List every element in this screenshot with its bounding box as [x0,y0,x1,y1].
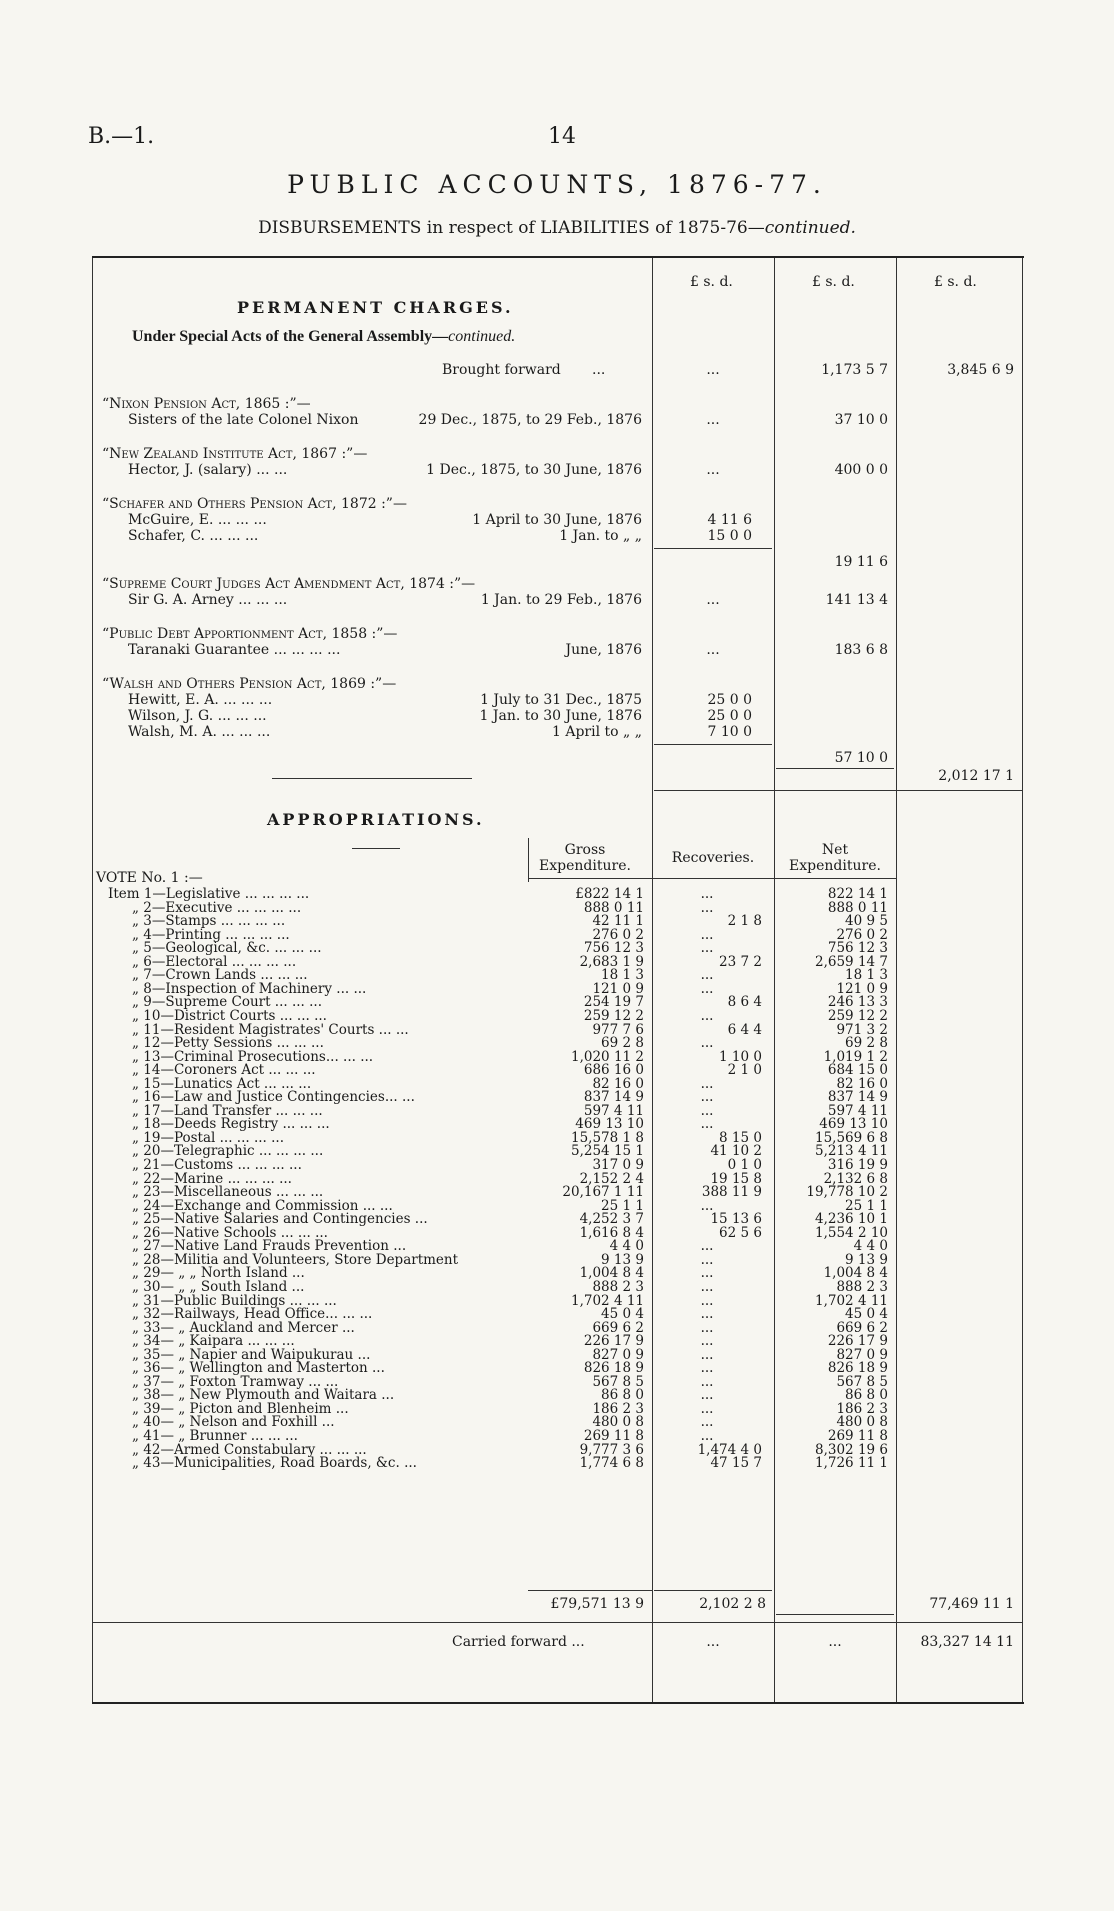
entry-period: 1 Dec., 1875, to 30 June, 1876 [426,462,642,478]
item-label: „ 35— „ Napier and Waipukurau ... [132,1346,371,1363]
item-label: „ 38— „ New Plymouth and Waitara ... [132,1387,395,1404]
recoveries: ... [700,899,714,916]
recoveries: ... [700,1306,714,1323]
entry-name: Schafer, C. ... ... ... [128,528,259,544]
recoveries: ... [700,1075,714,1092]
gross-expenditure: 9,777 3 6 [579,1441,644,1458]
recoveries: ... [700,1035,714,1052]
permanent-subheading-italic: continued. [448,328,516,345]
recoveries: 41 10 2 [710,1143,762,1160]
recoveries: 6 4 4 [727,1021,762,1038]
net-expenditure: 9 13 9 [845,1251,888,1268]
item-label: Item 1—Legislative ... ... ... ... [108,886,310,902]
net-expenditure: 597 4 11 [827,1102,888,1119]
gross-expenditure: 69 2 8 [601,1035,644,1052]
gross-col-rule [528,838,529,882]
gross-expenditure: 756 12 3 [583,940,644,957]
net-expenditure: 69 2 8 [845,1035,888,1052]
subtitle-main: DISBURSEMENTS in respect of LIABILITIES of 1875-76— [258,218,765,238]
item-label: „ 12—Petty Sessions ... ... ... [132,1035,324,1052]
vote-label: VOTE No. 1 :— [96,870,203,886]
entry-col2: 400 0 0 [834,462,888,478]
item-label: „ 22—Marine ... ... ... ... [132,1170,292,1187]
act-title: “Nixon Pension Act, 1865 :”— [102,396,311,412]
net-expenditure: 40 9 5 [845,913,888,930]
item-label: „ 5—Geological, &c. ... ... ... [132,940,322,957]
entry-col1: 25 0 0 [707,692,752,708]
item-label: „ 10—District Courts ... ... ... [132,1007,327,1024]
net-expenditure: 15,569 6 8 [815,1129,888,1146]
recoveries: 47 15 7 [710,1455,762,1472]
recoveries: 0 1 0 [727,1157,762,1173]
net-header-1: Net [821,842,849,858]
gross-expenditure: 226 17 9 [583,1333,644,1350]
gross-expenditure: £822 14 1 [575,886,644,902]
entry-col1: 7 10 0 [707,724,752,740]
recoveries: 19 15 8 [710,1170,762,1187]
recoveries: 1,474 4 0 [697,1441,762,1458]
recoveries: 388 11 9 [701,1184,762,1201]
item-label: „ 7—Crown Lands ... ... ... [132,967,308,984]
net-expenditure: 827 0 9 [836,1346,888,1363]
net-expenditure: 1,554 2 10 [815,1224,888,1241]
net-expenditure: 276 0 2 [836,926,888,943]
recoveries: ... [700,1387,714,1404]
entry-col1: ... [706,412,720,428]
gross-expenditure: 2,152 2 4 [579,1170,644,1187]
gross-expenditure: 2,683 1 9 [579,953,644,970]
net-expenditure: 2,132 6 8 [823,1170,888,1187]
recoveries: ... [700,1007,714,1024]
recoveries: 1 10 0 [719,1048,762,1065]
gross-expenditure: 669 6 2 [592,1319,644,1336]
recoveries: 2 1 0 [727,1062,762,1079]
net-expenditure: 1,726 11 1 [815,1455,888,1472]
gross-expenditure: 977 7 6 [592,1021,644,1038]
net-header-2: Expenditure. [789,858,881,874]
entry-col1: 15 0 0 [707,528,752,544]
item-label: „ 8—Inspection of Machinery ... ... [132,980,367,997]
recoveries: ... [700,940,714,957]
item-label: „ 32—Railways, Head Office... ... ... [132,1306,373,1323]
item-label: „ 3—Stamps ... ... ... ... [132,913,286,930]
entry-col2: 183 6 8 [834,642,888,658]
net-expenditure: 19,778 10 2 [806,1184,888,1201]
carried-forward-label: Carried forward ... [452,1634,585,1650]
net-expenditure: 86 8 0 [845,1387,888,1404]
entry-col1: 25 0 0 [707,708,752,724]
item-label: „ 28—Militia and Volunteers, Store Department [132,1251,459,1268]
item-label: „ 25—Native Salaries and Contingencies ... [132,1211,428,1228]
subtotal-rule [654,744,772,745]
gross-expenditure: 254 19 7 [583,994,644,1011]
item-label: „ 2—Executive ... ... ... ... [132,899,302,916]
recoveries: ... [700,1102,714,1119]
item-label: „ 29— „ „ North Island ... [132,1265,305,1282]
entry-col2: 141 13 4 [825,592,888,608]
gross-expenditure: 888 0 11 [583,899,644,916]
recoveries: ... [700,1197,714,1214]
recoveries: ... [700,1265,714,1282]
net-expenditure: 45 0 4 [845,1306,888,1323]
carried-forward-col2: ... [828,1634,842,1650]
net-expenditure: 684 15 0 [827,1062,888,1079]
item-label: „ 20—Telegraphic ... ... ... ... [132,1143,324,1160]
net-expenditure: 1,019 1 2 [823,1048,888,1065]
recoveries: 8 15 0 [719,1129,762,1146]
rule-left [92,258,93,1702]
recoveries: 2 1 8 [727,913,762,930]
gross-expenditure: 888 2 3 [592,1278,644,1295]
act-title: “Schafer and Others Pension Act, 1872 :”— [102,496,407,512]
item-label: „ 26—Native Schools ... ... ... [132,1224,328,1241]
item-label: „ 24—Exchange and Commission ... ... [132,1197,393,1214]
entry-col1: ... [706,642,720,658]
gross-expenditure: 1,004 8 4 [579,1265,644,1282]
net-expenditure: 837 14 9 [827,1089,888,1106]
net-expenditure: 8,302 19 6 [815,1441,888,1458]
gross-expenditure: 1,774 6 8 [579,1455,644,1472]
section-divider [272,778,472,779]
net-expenditure: 316 19 9 [827,1157,888,1173]
item-label: „ 4—Printing ... ... ... ... [132,926,290,943]
recoveries: 62 5 6 [719,1224,762,1241]
gross-expenditure: 259 12 2 [583,1007,644,1024]
recoveries: ... [700,926,714,943]
unit-header-col2: £ s. d. [812,274,855,290]
gross-total: £79,571 13 9 [550,1596,644,1612]
net-expenditure: 5,213 4 11 [815,1143,888,1160]
carried-forward-col1: ... [706,1634,720,1650]
gross-expenditure: 18 1 3 [601,967,644,984]
item-label: „ 37— „ Foxton Tramway ... ... [132,1373,339,1390]
net-expenditure: 469 13 10 [819,1116,888,1133]
entry-name: Sisters of the late Colonel Nixon [128,412,359,428]
total-rule-net [776,1614,894,1615]
gross-expenditure: 25 1 1 [601,1197,644,1214]
unit-header-col3: £ s. d. [934,274,977,290]
net-expenditure: 1,702 4 11 [815,1292,888,1309]
unit-header-col1: £ s. d. [690,274,733,290]
item-label: „ 41— „ Brunner ... ... ... [132,1428,298,1444]
accounts-table [92,256,1024,1704]
subtotal-rule [654,548,772,549]
net-expenditure: 826 18 9 [827,1360,888,1377]
item-label: „ 31—Public Buildings ... ... ... [132,1292,337,1309]
permanent-heading: PERMANENT CHARGES. [237,298,514,317]
rule-col3 [896,258,897,1702]
gross-expenditure: 4 4 0 [609,1238,644,1255]
recoveries: 15 13 6 [710,1211,762,1228]
gross-header-1: Gross [564,842,606,858]
net-expenditure: 888 0 11 [827,899,888,916]
brought-forward-col3: 3,845 6 9 [947,362,1014,378]
entry-col1: ... [706,462,720,478]
item-label: „ 23—Miscellaneous ... ... ... [132,1184,324,1201]
recoveries: ... [700,1089,714,1106]
recoveries: ... [700,1278,714,1295]
recoveries: ... [700,1400,714,1417]
short-dash [352,848,400,849]
carried-forward-col3: 83,327 14 11 [920,1634,1014,1650]
gross-expenditure: 15,578 1 8 [571,1129,644,1146]
recoveries: ... [700,967,714,984]
gross-expenditure: 597 4 11 [583,1102,644,1119]
net-expenditure: 2,659 14 7 [815,953,888,970]
net-expenditure: 82 16 0 [836,1075,888,1092]
net-expenditure: 246 13 3 [827,994,888,1011]
col2-rule [776,768,894,769]
net-expenditure: 669 6 2 [836,1319,888,1336]
brought-forward-label: Brought forward [442,362,561,378]
recoveries: ... [700,1238,714,1255]
recoveries: 8 6 4 [727,994,762,1011]
net-expenditure: 480 0 8 [836,1414,888,1431]
net-expenditure: 269 11 8 [827,1428,888,1444]
item-label: „ 9—Supreme Court ... ... ... [132,994,323,1011]
gross-expenditure: 837 14 9 [583,1089,644,1106]
gross-expenditure: 1,616 8 4 [579,1224,644,1241]
item-label: „ 13—Criminal Prosecutions... ... ... [132,1048,374,1065]
brought-forward-col2: 1,173 5 7 [821,362,888,378]
recoveries: ... [700,886,714,902]
gross-expenditure: 826 18 9 [583,1360,644,1377]
entry-col1: 4 11 6 [707,512,752,528]
permanent-subheading [132,328,515,346]
item-label: „ 27—Native Land Frauds Prevention ... [132,1238,407,1255]
item-label: „ 6—Electoral ... ... ... ... [132,953,297,970]
entry-period: 1 April to 30 June, 1876 [472,512,642,528]
entry-period: 1 Jan. to 30 June, 1876 [479,708,642,724]
recoveries: ... [700,1360,714,1377]
net-expenditure: 4 4 0 [853,1238,888,1255]
page-title: PUBLIC ACCOUNTS, 1876-77. [287,170,827,199]
item-label: „ 39— „ Picton and Blenheim ... [132,1400,349,1417]
net-expenditure: 756 12 3 [827,940,888,957]
totals-rule [92,1622,1022,1623]
act-title: “Walsh and Others Pension Act, 1869 :”— [102,676,397,692]
net-expenditure: 822 14 1 [827,886,888,902]
section-rule [654,790,1022,791]
entry-period: 1 July to 31 Dec., 1875 [480,692,642,708]
gross-expenditure: 42 11 1 [592,913,644,930]
entry-name: Hewitt, E. A. ... ... ... [128,692,273,708]
permanent-subheading-text: Under Special Acts of the General Assembly— [132,328,449,345]
gross-expenditure: 121 0 9 [592,980,644,997]
gross-expenditure: 5,254 15 1 [571,1143,644,1160]
dots: ... [592,362,606,378]
gross-expenditure: 1,702 4 11 [571,1292,644,1309]
act-subtotal: 19 11 6 [834,554,888,570]
item-label: „ 30— „ „ South Island ... [132,1278,305,1295]
gross-expenditure: 86 8 0 [601,1387,644,1404]
recoveries: ... [700,1346,714,1363]
gross-expenditure: 20,167 1 11 [562,1184,644,1201]
item-label: „ 18—Deeds Registry ... ... ... [132,1116,330,1133]
net-expenditure: 259 12 2 [827,1007,888,1024]
item-label: „ 14—Coroners Act ... ... ... [132,1062,316,1079]
header-rule [528,878,896,879]
recoveries: ... [700,1116,714,1133]
act-title: “Supreme Court Judges Act Amendment Act, 1874 :”— [102,576,476,592]
gross-header-2: Expenditure. [539,858,631,874]
gross-expenditure: 4,252 3 7 [579,1211,644,1228]
gross-expenditure: 269 11 8 [583,1428,644,1444]
item-label: „ 21—Customs ... ... ... ... [132,1157,302,1173]
gross-expenditure: 82 16 0 [592,1075,644,1092]
item-label: „ 17—Land Transfer ... ... ... [132,1102,323,1119]
recoveries-total: 2,102 2 8 [699,1596,766,1612]
item-label: „ 40— „ Nelson and Foxhill ... [132,1414,335,1431]
entry-period: 1 Jan. to 29 Feb., 1876 [480,592,642,608]
entry-name: Wilson, J. G. ... ... ... [128,708,267,724]
gross-expenditure: 827 0 9 [592,1346,644,1363]
page-subtitle [0,218,1114,238]
gross-expenditure: 480 0 8 [592,1414,644,1431]
recoveries: ... [700,1292,714,1309]
net-expenditure: 1,004 8 4 [823,1265,888,1282]
recoveries: ... [700,1373,714,1390]
entry-period: 1 Jan. to „ „ [559,528,642,544]
entry-col1: ... [706,592,720,608]
gross-expenditure: 45 0 4 [601,1306,644,1323]
subtitle-italic: continued. [764,218,856,238]
item-label: „ 34— „ Kaipara ... ... ... [132,1333,295,1350]
net-expenditure: 4,236 10 1 [815,1211,888,1228]
gross-expenditure: 686 16 0 [583,1062,644,1079]
net-expenditure: 25 1 1 [845,1197,888,1214]
appropriations-heading: APPROPRIATIONS. [267,810,485,829]
net-expenditure: 888 2 3 [836,1278,888,1295]
item-label: „ 16—Law and Justice Contingencies... ... [132,1089,415,1106]
gross-expenditure: 9 13 9 [601,1251,644,1268]
act-title: “Public Debt Apportionment Act, 1858 :”— [102,626,398,642]
entry-col2: 37 10 0 [834,412,888,428]
net-expenditure: 567 8 5 [836,1373,888,1390]
entry-name: McGuire, E. ... ... ... [128,512,267,528]
gross-expenditure: 276 0 2 [592,926,644,943]
recoveries: ... [700,1333,714,1350]
net-expenditure: 971 3 2 [836,1021,888,1038]
recoveries: 23 7 2 [719,953,762,970]
item-label: „ 42—Armed Constabulary ... ... ... [132,1441,367,1458]
item-label: „ 11—Resident Magistrates' Courts ... ... [132,1021,409,1038]
entry-name: Sir G. A. Arney ... ... ... [128,592,288,608]
total-rule-gross [528,1590,652,1591]
gross-expenditure: 469 13 10 [575,1116,644,1133]
recoveries: ... [700,1428,714,1444]
entry-name: Hector, J. (salary) ... ... [128,462,288,478]
item-label: „ 15—Lunatics Act ... ... ... [132,1075,312,1092]
net-expenditure: 226 17 9 [827,1333,888,1350]
net-expenditure: 121 0 9 [836,980,888,997]
item-label: „ 19—Postal ... ... ... ... [132,1129,285,1146]
page-number: 14 [548,124,576,149]
gross-expenditure: 1,020 11 2 [571,1048,644,1065]
item-label: „ 36— „ Wellington and Masterton ... [132,1360,385,1377]
total-rule-rec [654,1590,772,1591]
recoveries-header: Recoveries. [671,850,755,866]
item-label: „ 43—Municipalities, Road Boards, &c. ... [132,1455,417,1472]
brought-forward-col1: ... [706,362,720,378]
entry-name: Walsh, M. A. ... ... ... [128,724,271,740]
document-code: B.—1. [88,124,155,149]
entry-period: 29 Dec., 1875, to 29 Feb., 1876 [418,412,642,428]
net-expenditure: 18 1 3 [845,967,888,984]
gross-expenditure: 567 8 5 [592,1373,644,1390]
gross-expenditure: 317 0 9 [592,1157,644,1173]
act-title: “New Zealand Institute Act, 1867 :”— [102,446,368,462]
entry-name: Taranaki Guarantee ... ... ... ... [128,642,341,658]
entry-period: 1 April to „ „ [552,724,642,740]
gross-expenditure: 186 2 3 [592,1400,644,1417]
act-subtotal: 57 10 0 [834,750,888,766]
item-label: „ 33— „ Auckland and Mercer ... [132,1319,355,1336]
net-total: 77,469 11 1 [929,1596,1014,1612]
recoveries: ... [700,1251,714,1268]
permanent-total: 2,012 17 1 [938,768,1014,784]
net-expenditure: 186 2 3 [836,1400,888,1417]
recoveries: ... [700,1414,714,1431]
rule-right [1022,258,1023,1702]
entry-period: June, 1876 [565,642,642,658]
recoveries: ... [700,980,714,997]
recoveries: ... [700,1319,714,1336]
